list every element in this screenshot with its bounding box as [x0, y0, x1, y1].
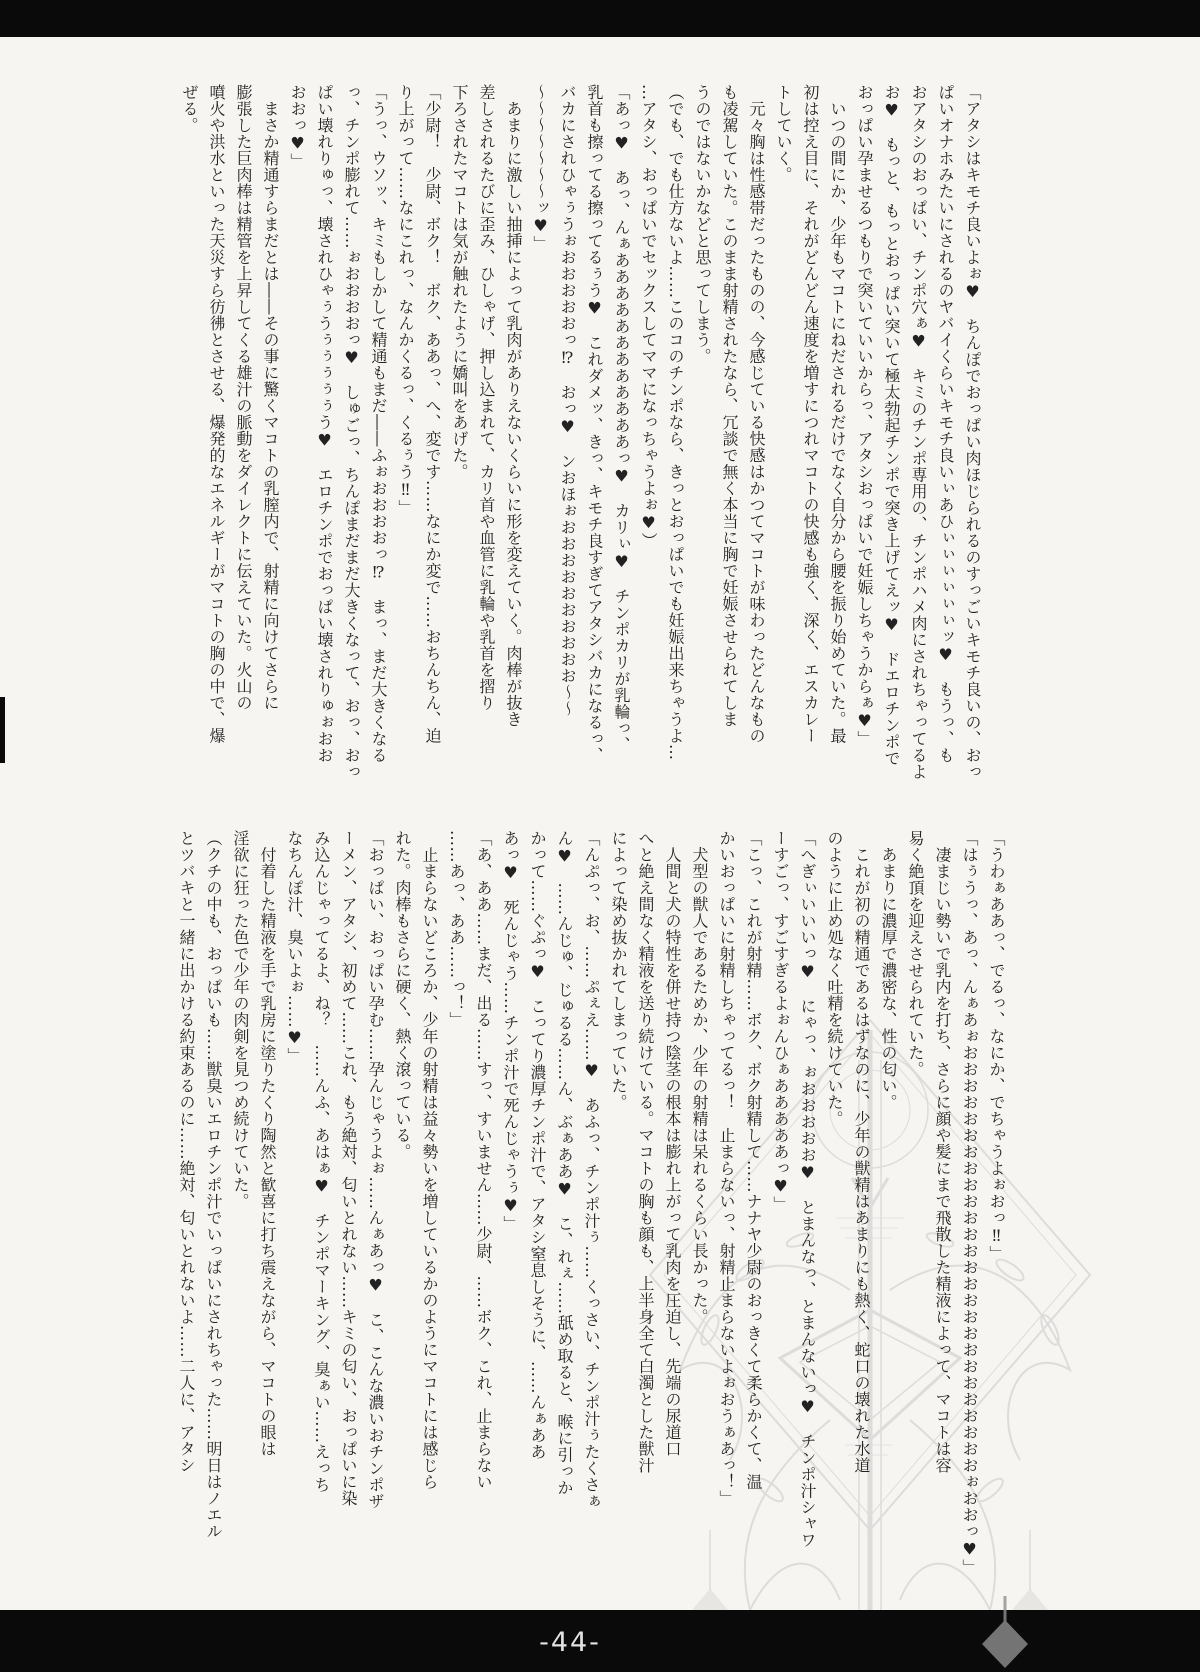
text-column: ぜる。 — [180, 84, 199, 134]
text-column: あっ♥ 死んじゃう……チンポ汁で死んじゃうぅ♥」 — [501, 830, 520, 1232]
text-column: 噴火や洪水といった天災すら彷彿とさせる、爆発的なエネルギーがマコトの胸の中で、爆 — [207, 84, 226, 744]
text-column: 止まらないどころか、少年の射精は益々勢いを増しているかのようにマコトには感じら — [420, 830, 439, 1490]
text-column: まさか精通すらまだとは――その事に驚くマコトの乳膣内で、射精に向けてさらに — [261, 84, 280, 711]
text-column: うのではないかなどと思ってしまう。 — [693, 84, 712, 365]
text-column: あまりに激しい抽挿によって乳肉がありえないくらいに形を変えていく。肉棒が抜き — [504, 84, 523, 728]
text-column: 淫欲に狂った色で少年の肉剣を見つめ続けていた。 — [231, 830, 250, 1210]
text-column: 「うわぁああっ、でるっ、なにか、でちゃうよぉおっ‼」 — [987, 830, 1006, 1262]
text-column: 「はぅうっ、あっ、んぁあぉおおおおおおおおおおおおおおおおおおおおおおおおおおぉおおっ♥」 — [960, 830, 979, 1576]
text-column: …アタシ、おっぱいでセックスしてママになっちゃうよぉ♥） — [639, 84, 658, 549]
text-column: 易く絶頂を迎えさせられていた。 — [906, 830, 925, 1078]
text-column: いつの間にか、少年もマコトにねだされるだけでなく自分から腰を振り始めていた。最 — [828, 84, 847, 744]
text-column: おおっ♥」 — [288, 84, 307, 170]
text-column: 〜〜〜〜〜〜〜ッ♥」 — [531, 84, 550, 252]
text-column: 「んぷっ、お、……ぷぇえ……♥ あふっ、チンポ汁ぅ……くっさい、チンポ汁ぅたくさぁ — [582, 830, 601, 1510]
text-column: のように止め処なく吐精を続けていた。 — [825, 830, 844, 1127]
text-column: 凄まじい勢いで乳内を打ち、さらに顔や髪にまで飛散した精液によって、マコトは容 — [933, 830, 952, 1474]
text-column: り上がって……なにこれっ、なんかくるっ、くるぅう‼」 — [396, 84, 415, 516]
text-column: 初は控え目に、それがどんどん速度を増すにつれマコトの快感も強く、深く、エスカレー — [801, 84, 820, 744]
text-column: お♥ もっと、もっとおっぱい突いて極太勃起チンポで突き上げてえッ♥ ドエロチンポで — [882, 84, 901, 767]
text-column: ーメン、アタシ、初めて……これ、もう絶対、匂いとれない……キミの匂い、おっぱいに染 — [339, 830, 358, 1507]
text-column: おアタシのおっぱい、チンポ穴ぁ♥ キミのチンポ専用の、チンポハメ肉にされちゃってるよ — [909, 84, 928, 780]
text-column: も凌駕していた。このまま射精されたなら、冗談で無く本当に胸で妊娠させられてしま — [720, 84, 739, 728]
text-column: 差しされるたびに歪み、ひしゃげ、押し込まれて、カリ首や血管に乳輪や乳首を摺り — [477, 84, 496, 711]
text-column: 「あ、ああ……まだ、出る……すっ、すいません……少尉、……ボク、これ、止まらない — [474, 830, 493, 1490]
text-column: ぱいオナホみたいにされるのヤバイくらいキモチ良いぃあひぃぃぃぃぃぃッ♥ もうっ、も — [936, 84, 955, 764]
text-column: バカにされひゃぅうぉおおおおおっ⁉ おっ♥ ンおほぉおおおおおおおおおお〜〜 — [558, 84, 577, 717]
text-column: 人間と犬の特性を併せ持つ陰茎の根本は膨れ上がって乳肉を圧迫し、先端の尿道口 — [663, 830, 682, 1457]
text-column: によって染め抜かれてしまっていた。 — [609, 830, 628, 1111]
text-column: 「へぎぃいいいっ♥ にゃっ、ぉおおおおお♥ とまんなっ、とまんないっ♥ チンポ汁シャワ — [798, 830, 817, 1549]
text-block-lower — [173, 830, 1010, 1602]
text-column: み込んじゃってるよ、ね？ ……んふ、あはぁ♥ チンポマーキング、臭ぁい……えっち — [312, 830, 331, 1493]
text-column: ーすごっ、すごすぎるよぉんひぁあああああっ♥」 — [771, 830, 790, 1213]
text-column: ん♥ ……んじゅ、じゅるる……ん、ぶぁああ♥ こ、れぇ……舐め取ると、喉に引っか — [555, 830, 574, 1496]
text-column: 犬型の獣人であるためか、少年の射精は呆れるくらい長かった。 — [690, 830, 709, 1325]
text-column: （クチの中も、おっぱいも……獣臭いエロチンポ汁でいっぱいにされちゃった……明日はノエル — [204, 830, 223, 1540]
text-column: これが初の精通であるはずなのに、少年の獣精はあまりにも熱く、蛇口の壊れた水道 — [852, 830, 871, 1474]
text-column: なちんぽ汁、臭いよぉ……♥」 — [285, 830, 304, 1064]
text-column: かいおっぱいに射精しちゃってるっ！ 止まらないっ、射精止まらないよぉおうぁあっ！」 — [717, 830, 736, 1507]
text-column: とツバキと一緒に出かける約束あるのに……絶対、匂いとれないよ……二人に、アタシ — [177, 830, 196, 1474]
text-column: れた。肉棒もさらに硬く、熱く滾っている。 — [393, 830, 412, 1160]
text-column: ぱい壊れりゅっ、壊されひゃぅうぅぅぅぅぅう♥ エロチンポでおっぱい壊されりゅぉおお — [315, 84, 334, 764]
text-column: 「あっ♥ あっ、んぁああああああああああああっ♥ カリぃ♥ チンポカリが乳輪っ、 — [612, 84, 631, 753]
text-column: おっぱい孕ませるつもりで突いていいからっ、アタシおっぱいで妊娠しちゃうからぁ♥」 — [855, 84, 874, 747]
text-column: 元々胸は性感帯だったものの、今感じている快感はかつてマコトが味わったどんなもの — [747, 84, 766, 744]
text-column: 「こっ、これが射精……ボク、ボク射精して……ナナヤ少尉のおっきくて柔らかくて、温 — [744, 830, 763, 1490]
text-column: かって……ぐぷっ♥ こってり濃厚チンポ汁で、アタシ窒息しそうに、……んぁああ — [528, 830, 547, 1460]
text-column: 付着した精液を手で乳房に塗りたくり陶然と歓喜に打ち震えながら、マコトの眼は — [258, 830, 277, 1457]
page-number: -44- — [539, 1627, 601, 1658]
text-column: ……あっ、ああ……っ！」 — [447, 830, 466, 1028]
text-column: （でも、でも仕方ないよ……このコのチンポなら、きっとおっぱいでも妊娠出来ちゃうよ… — [666, 84, 685, 761]
text-column: 「おっぱい、おっぱい孕む……孕んじゃうよぉ……んぁあっ♥ こ、こんな濃いおチンポザ — [366, 830, 385, 1510]
text-block-upper — [176, 84, 986, 824]
text-column: 「うっ、ウソッ、キミもしかして精通もまだ――ふぉおおおおっ⁉ まっ、まだ大きくなる — [369, 84, 388, 764]
text-column: あまりに濃厚で濃密な、性の匂い。 — [879, 830, 898, 1111]
text-column: っ、チンポ膨れて……ぉおおおおっ♥ しゅごっ、ちんぽまだまだ大きくなって、おっ、おっ — [342, 84, 361, 780]
text-column: 「アタシはキモチ良いよぉ♥ ちんぽでおっぱい肉ほじられるのすっごいキモチ良いの、おっ — [963, 84, 982, 780]
text-column: 膨張した巨肉棒は精管を上昇してくる雄汁の脈動をダイレクトに伝えていた。火山の — [234, 84, 253, 711]
page-edge-mark — [0, 697, 5, 763]
text-column: 乳首も擦ってる擦ってるぅう♥ これダメッ、きっ、キモチ良すぎてアタシバカになるっ、 — [585, 84, 604, 764]
text-column: トしていく。 — [774, 84, 793, 183]
text-column: 下ろされたマコトは気が触れたように嬌叫をあげた。 — [450, 84, 469, 480]
text-column: へと絶え間なく精液を送り続けている。マコトの胸も顔も、上半身全て白濁とした獣汁 — [636, 830, 655, 1474]
text-column: 「少尉！ 少尉、ボク！ ボク、ああっ、へ、変です……なにか変で……おちんちん、迫 — [423, 84, 442, 744]
page-border-top — [0, 0, 1200, 37]
